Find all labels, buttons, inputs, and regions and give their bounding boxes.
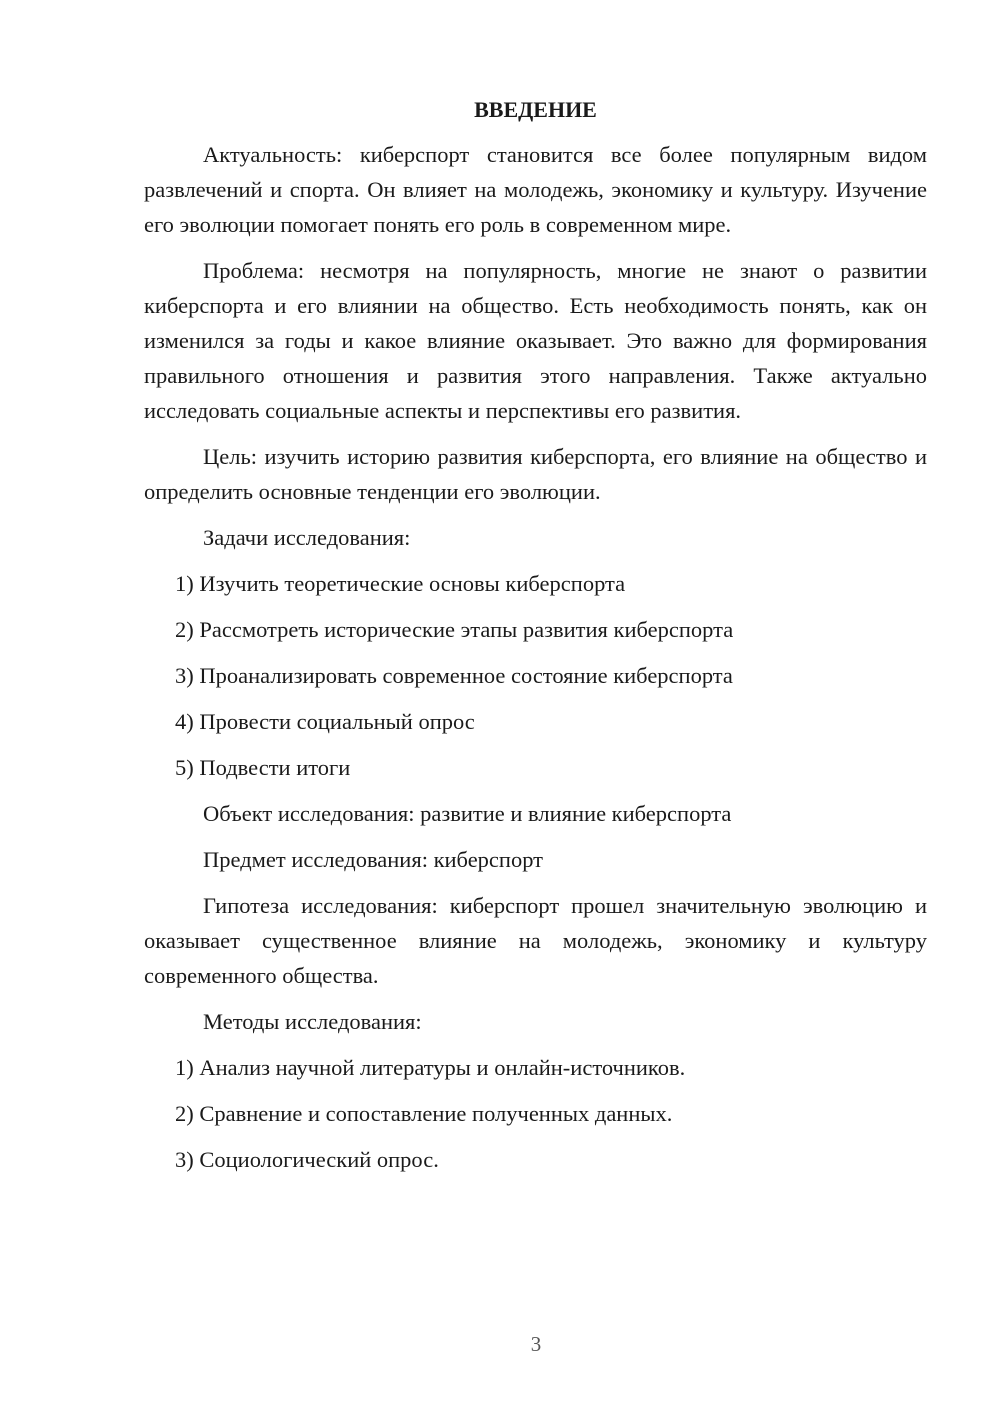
methods-title: Методы исследования: — [203, 1009, 422, 1034]
problem-paragraph: Проблема: несмотря на популярность, многие не знают о развитии киберспорта и его влиянии на общество. Есть необходимость понять, как он изменился за годы и какое влияние оказывает. Это важно для формирования правильного отношения и развития этого направления. Также актуально исследовать социальные аспекты и перспективы его развития. — [144, 258, 927, 423]
relevance-paragraph: Актуальность: киберспорт становится все более популярным видом развлечений и спорта. Он влияет на молодежь, экономику и культуру. Изучение его эволюции помогает понять его роль в современном мире. — [144, 142, 927, 237]
tasks-title: Задачи исследования: — [203, 525, 411, 550]
task-item: 3) Проанализировать современное состояние киберспорта — [175, 663, 733, 688]
research-object: Объект исследования: развитие и влияние киберспорта — [203, 801, 732, 826]
section-heading: ВВЕДЕНИЕ — [474, 97, 597, 122]
goal-paragraph: Цель: изучить историю развития киберспорта, его влияние на общество и определить основные тенденции его эволюции. — [144, 444, 927, 504]
research-subject: Предмет исследования: киберспорт — [203, 847, 543, 872]
document-page — [144, 92, 927, 1188]
tasks-list — [144, 566, 927, 785]
task-item: 4) Провести социальный опрос — [175, 709, 475, 734]
method-item: 3) Социологический опрос. — [175, 1147, 439, 1172]
hypothesis-paragraph: Гипотеза исследования: киберспорт прошел значительную эволюцию и оказывает существенное влияние на молодежь, экономику и культуру современного общества. — [144, 893, 927, 988]
task-item: 5) Подвести итоги — [175, 755, 351, 780]
task-item: 1) Изучить теоретические основы киберспорта — [175, 571, 626, 596]
methods-list — [144, 1050, 927, 1177]
method-item: 1) Анализ научной литературы и онлайн-источников. — [175, 1055, 686, 1080]
method-item: 2) Сравнение и сопоставление полученных данных. — [175, 1101, 673, 1126]
page-number: 3 — [530, 1332, 542, 1356]
task-item: 2) Рассмотреть исторические этапы развития киберспорта — [175, 617, 734, 642]
